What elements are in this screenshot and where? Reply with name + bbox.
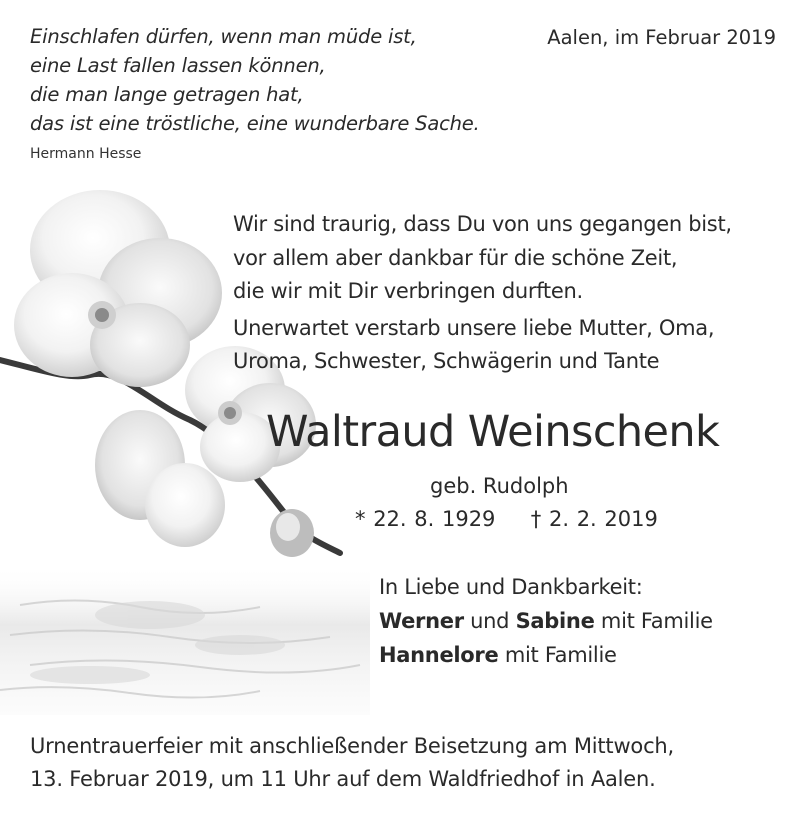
family-line bbox=[379, 638, 713, 672]
poem-line: die man lange getragen hat, bbox=[30, 83, 304, 106]
family-and: und bbox=[470, 609, 510, 633]
family-line bbox=[379, 604, 713, 638]
poem-line: eine Last fallen lassen können, bbox=[30, 54, 326, 77]
intro-text bbox=[233, 208, 732, 379]
died-symbol: † bbox=[530, 507, 542, 531]
born-symbol: * bbox=[355, 507, 366, 531]
intro-line: vor allem aber dankbar für die schöne Zeit, bbox=[233, 245, 678, 270]
place-date: Aalen, im Februar 2019 bbox=[547, 26, 776, 49]
intro-line: die wir mit Dir verbringen durften. bbox=[233, 279, 583, 303]
intro-line: Uroma, Schwester, Schwägerin und Tante bbox=[233, 349, 660, 373]
funeral-info bbox=[30, 730, 674, 796]
family-heading: In Liebe und Dankbarkeit: bbox=[379, 575, 643, 599]
family-suffix: mit Familie bbox=[600, 609, 713, 633]
life-dates bbox=[355, 505, 658, 533]
intro-line: Unerwartet verstarb unsere liebe Mutter, Oma, bbox=[233, 315, 715, 340]
intro-line: Wir sind traurig, dass Du von uns gegangen bist, bbox=[233, 212, 732, 236]
died-date: 2. 2. 2019 bbox=[548, 507, 658, 531]
poem bbox=[30, 22, 480, 162]
poem-author: Hermann Hesse bbox=[30, 146, 142, 162]
family-block bbox=[379, 570, 713, 672]
family-name: Hannelore bbox=[379, 643, 499, 667]
funeral-line: Urnentrauerfeier mit anschließender Beisetzung am Mittwoch, bbox=[30, 734, 675, 758]
funeral-line: 13. Februar 2019, um 11 Uhr auf dem Waldfriedhof in Aalen. bbox=[30, 767, 656, 791]
family-name: Werner bbox=[379, 609, 464, 633]
family-suffix: mit Familie bbox=[504, 643, 617, 667]
poem-line: das ist eine tröstliche, eine wunderbare Sache. bbox=[30, 112, 480, 135]
family-name: Sabine bbox=[515, 609, 595, 633]
birth-name: geb. Rudolph bbox=[430, 474, 569, 498]
poem-line: Einschlafen dürfen, wenn man müde ist, bbox=[30, 25, 417, 48]
deceased-name: Waltraud Weinschenk bbox=[266, 407, 720, 457]
born-date: 22. 8. 1929 bbox=[373, 507, 496, 531]
